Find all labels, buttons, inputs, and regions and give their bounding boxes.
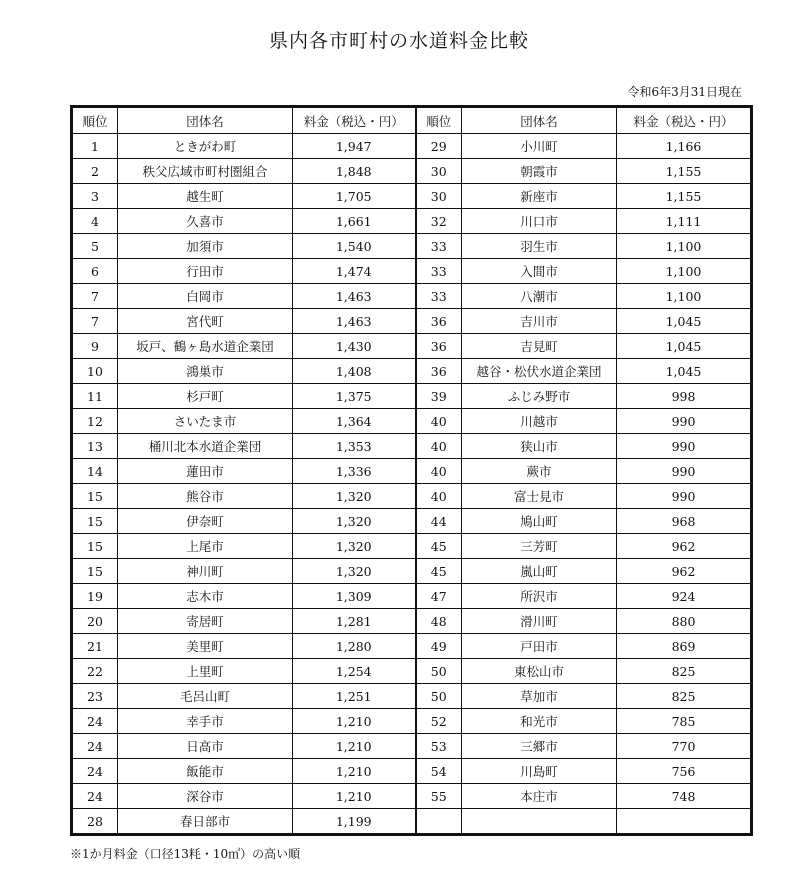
right-fee-cell: 1,045 [617,309,752,334]
left-name-cell: 伊奈町 [118,509,293,534]
left-name-cell: 寄居町 [118,609,293,634]
right-fee-cell: 1,045 [617,359,752,384]
left-fee-cell: 1,705 [293,184,416,209]
right-name-cell: 越谷・松伏水道企業団 [462,359,617,384]
right-rank-cell: 33 [416,259,462,284]
right-name-cell: 本庄市 [462,784,617,809]
left-name-cell: 秩父広域市町村圏組合 [118,159,293,184]
left-rank-cell: 13 [72,434,118,459]
left-name-cell: 熊谷市 [118,484,293,509]
left-fee-cell: 1,254 [293,659,416,684]
left-rank-cell: 3 [72,184,118,209]
right-name-cell: 川越市 [462,409,617,434]
right-fee-cell: 990 [617,459,752,484]
left-name-cell: 春日部市 [118,809,293,835]
table-row [72,234,752,259]
right-name-cell: 小川町 [462,134,617,159]
table-row [72,509,752,534]
right-rank-cell: 39 [416,384,462,409]
right-fee-cell: 1,155 [617,184,752,209]
left-name-cell: 加須市 [118,234,293,259]
right-fee-cell: 880 [617,609,752,634]
right-name-cell: 鳩山町 [462,509,617,534]
right-name-cell: 川口市 [462,209,617,234]
left-fee-cell: 1,463 [293,309,416,334]
table-row [72,284,752,309]
right-fee-cell: 962 [617,559,752,584]
right-rank-cell [416,809,462,835]
right-rank-cell: 40 [416,459,462,484]
table-row [72,484,752,509]
left-rank-cell: 28 [72,809,118,835]
left-rank-cell: 20 [72,609,118,634]
left-rank-cell: 24 [72,759,118,784]
table-row [72,334,752,359]
table-row [72,259,752,284]
left-fee-cell: 1,320 [293,484,416,509]
right-name-cell: 羽生市 [462,234,617,259]
left-name-cell: 美里町 [118,634,293,659]
left-fee-cell: 1,661 [293,209,416,234]
right-rank-cell: 30 [416,159,462,184]
left-fee-cell: 1,375 [293,384,416,409]
left-name-cell: 蓮田市 [118,459,293,484]
right-name-cell: 新座市 [462,184,617,209]
left-name-cell: 志木市 [118,584,293,609]
right-name-cell: 戸田市 [462,634,617,659]
right-fee-cell: 962 [617,534,752,559]
left-fee-cell: 1,320 [293,559,416,584]
right-name-cell: 和光市 [462,709,617,734]
right-rank-cell: 40 [416,434,462,459]
right-name-cell: 入間市 [462,259,617,284]
left-rank-cell: 24 [72,784,118,809]
left-fee-cell: 1,320 [293,509,416,534]
left-name-cell: 杉戸町 [118,384,293,409]
table-row [72,134,752,159]
left-name-cell: 上里町 [118,659,293,684]
right-name-cell: 吉川市 [462,309,617,334]
right-fee-cell: 785 [617,709,752,734]
left-fee-cell: 1,540 [293,234,416,259]
left-rank-cell: 24 [72,734,118,759]
right-name-cell: 東松山市 [462,659,617,684]
left-name-cell: 幸手市 [118,709,293,734]
table-row [72,734,752,759]
right-rank-cell: 32 [416,209,462,234]
left-fee-cell: 1,408 [293,359,416,384]
table-row [72,784,752,809]
left-name-cell: 深谷市 [118,784,293,809]
left-rank-cell: 4 [72,209,118,234]
right-rank-cell: 53 [416,734,462,759]
right-fee-cell: 748 [617,784,752,809]
right-rank-cell: 50 [416,659,462,684]
right-fee-cell: 825 [617,684,752,709]
left-rank-cell: 15 [72,484,118,509]
right-rank-cell: 54 [416,759,462,784]
left-fee-cell: 1,320 [293,534,416,559]
right-fee-cell: 1,100 [617,259,752,284]
table-row [72,384,752,409]
table-row [72,434,752,459]
left-name-cell: 越生町 [118,184,293,209]
left-fee-cell: 1,210 [293,709,416,734]
right-rank-cell: 36 [416,359,462,384]
left-fee-cell: 1,474 [293,259,416,284]
right-name-cell: 滑川町 [462,609,617,634]
page-title: 県内各市町村の水道料金比較 [268,30,529,52]
right-fee-cell: 990 [617,484,752,509]
right-fee-cell: 825 [617,659,752,684]
right-rank-cell: 29 [416,134,462,159]
right-fee-cell: 1,155 [617,159,752,184]
left-rank-cell: 11 [72,384,118,409]
right-fee-cell: 1,111 [617,209,752,234]
header-fee: 料金（税込・円） [293,107,416,134]
right-rank-cell: 30 [416,184,462,209]
right-rank-cell: 44 [416,509,462,534]
left-fee-cell: 1,947 [293,134,416,159]
right-rank-cell: 45 [416,534,462,559]
right-name-cell: 所沢市 [462,584,617,609]
table-row [72,634,752,659]
left-rank-cell: 14 [72,459,118,484]
left-rank-cell: 19 [72,584,118,609]
right-fee-cell: 968 [617,509,752,534]
left-fee-cell: 1,336 [293,459,416,484]
table-row [72,659,752,684]
left-name-cell: 行田市 [118,259,293,284]
right-rank-cell: 40 [416,409,462,434]
left-rank-cell: 15 [72,509,118,534]
right-name-cell: 三郷市 [462,734,617,759]
right-name-cell: 八潮市 [462,284,617,309]
table-row [72,709,752,734]
right-fee-cell: 1,166 [617,134,752,159]
right-rank-cell: 36 [416,309,462,334]
header-name: 団体名 [462,107,617,134]
table-row [72,459,752,484]
right-fee-cell [617,809,752,835]
table-row [72,209,752,234]
left-rank-cell: 15 [72,534,118,559]
left-rank-cell: 23 [72,684,118,709]
table-row [72,609,752,634]
right-rank-cell: 52 [416,709,462,734]
right-name-cell [462,809,617,835]
left-fee-cell: 1,280 [293,634,416,659]
right-fee-cell: 998 [617,384,752,409]
left-name-cell: さいたま市 [118,409,293,434]
left-fee-cell: 1,210 [293,784,416,809]
left-name-cell: 上尾市 [118,534,293,559]
table-row [72,559,752,584]
left-rank-cell: 12 [72,409,118,434]
left-rank-cell: 6 [72,259,118,284]
right-name-cell: 三芳町 [462,534,617,559]
header-rank: 順位 [416,107,462,134]
left-name-cell: 鴻巣市 [118,359,293,384]
right-name-cell: 嵐山町 [462,559,617,584]
footnote: ※1か月料金（口径13粍・10㎥）の高い順 [70,847,301,861]
left-rank-cell: 22 [72,659,118,684]
left-name-cell: 坂戸、鶴ヶ島水道企業団 [118,334,293,359]
right-fee-cell: 770 [617,734,752,759]
left-fee-cell: 1,848 [293,159,416,184]
left-rank-cell: 10 [72,359,118,384]
right-name-cell: 富士見市 [462,484,617,509]
left-name-cell: 宮代町 [118,309,293,334]
left-name-cell: 白岡市 [118,284,293,309]
header-row [72,107,752,134]
left-fee-cell: 1,430 [293,334,416,359]
left-name-cell: 日高市 [118,734,293,759]
header-rank: 順位 [72,107,118,134]
left-rank-cell: 1 [72,134,118,159]
left-name-cell: 飯能市 [118,759,293,784]
as-of-date: 令和6年3月31日現在 [627,85,742,99]
left-fee-cell: 1,199 [293,809,416,835]
left-rank-cell: 21 [72,634,118,659]
right-rank-cell: 55 [416,784,462,809]
right-rank-cell: 49 [416,634,462,659]
right-fee-cell: 1,045 [617,334,752,359]
right-rank-cell: 48 [416,609,462,634]
right-name-cell: 蕨市 [462,459,617,484]
table-row [72,809,752,835]
right-name-cell: 吉見町 [462,334,617,359]
right-rank-cell: 36 [416,334,462,359]
left-name-cell: 久喜市 [118,209,293,234]
right-fee-cell: 756 [617,759,752,784]
table-row [72,159,752,184]
left-rank-cell: 15 [72,559,118,584]
right-fee-cell: 1,100 [617,234,752,259]
right-rank-cell: 47 [416,584,462,609]
left-name-cell: 神川町 [118,559,293,584]
right-name-cell: ふじみ野市 [462,384,617,409]
right-fee-cell: 990 [617,434,752,459]
header-fee: 料金（税込・円） [617,107,752,134]
left-fee-cell: 1,281 [293,609,416,634]
left-rank-cell: 9 [72,334,118,359]
left-fee-cell: 1,210 [293,759,416,784]
left-rank-cell: 5 [72,234,118,259]
table-row [72,584,752,609]
left-fee-cell: 1,353 [293,434,416,459]
table-row [72,359,752,384]
left-rank-cell: 7 [72,309,118,334]
left-fee-cell: 1,364 [293,409,416,434]
left-name-cell: 毛呂山町 [118,684,293,709]
right-name-cell: 草加市 [462,684,617,709]
table-row [72,534,752,559]
right-name-cell: 狭山市 [462,434,617,459]
left-fee-cell: 1,210 [293,734,416,759]
right-fee-cell: 869 [617,634,752,659]
right-name-cell: 川島町 [462,759,617,784]
table-row [72,309,752,334]
left-rank-cell: 2 [72,159,118,184]
table-row [72,684,752,709]
left-name-cell: ときがわ町 [118,134,293,159]
left-name-cell: 桶川北本水道企業団 [118,434,293,459]
right-name-cell: 朝霞市 [462,159,617,184]
right-fee-cell: 924 [617,584,752,609]
right-rank-cell: 33 [416,284,462,309]
right-rank-cell: 40 [416,484,462,509]
left-rank-cell: 7 [72,284,118,309]
table-row [72,184,752,209]
left-fee-cell: 1,463 [293,284,416,309]
right-fee-cell: 990 [617,409,752,434]
right-fee-cell: 1,100 [617,284,752,309]
right-rank-cell: 45 [416,559,462,584]
header-name: 団体名 [118,107,293,134]
left-rank-cell: 24 [72,709,118,734]
table-row [72,409,752,434]
table-row [72,759,752,784]
left-fee-cell: 1,251 [293,684,416,709]
left-fee-cell: 1,309 [293,584,416,609]
water-rate-table [70,105,753,836]
right-rank-cell: 50 [416,684,462,709]
right-rank-cell: 33 [416,234,462,259]
